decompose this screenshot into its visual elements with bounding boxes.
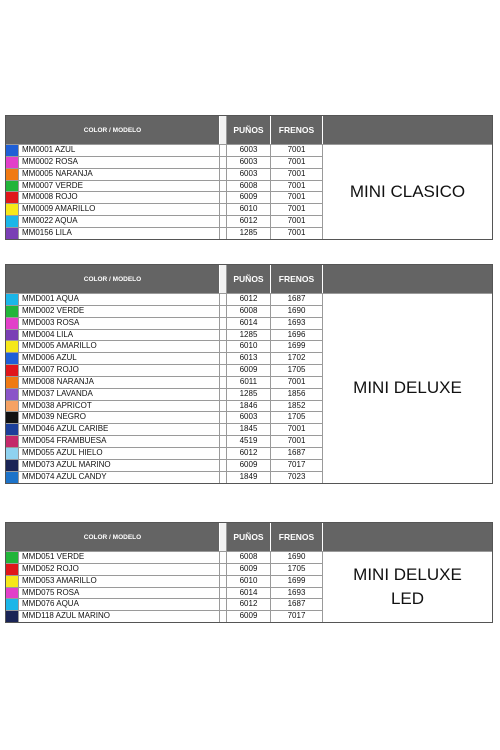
table-row [6,180,323,192]
table-row [6,293,323,305]
row-gap [220,588,227,599]
punos-code: 1285 [227,330,271,341]
punos-code: 6003 [227,145,271,156]
color-swatch [6,318,19,329]
table-row [6,191,323,203]
header-gap [220,523,227,551]
table-rows [6,293,323,483]
table-row [6,411,323,423]
frenos-code: 1705 [271,412,323,423]
row-gap [220,389,227,400]
table-rows [6,144,323,239]
frenos-code: 1687 [271,599,323,610]
punos-code: 6009 [227,460,271,471]
frenos-code: 1702 [271,353,323,364]
model-name: MM0002 ROSA [19,157,220,168]
frenos-code: 7001 [271,377,323,388]
punos-code: 6008 [227,552,271,563]
frenos-code: 7001 [271,424,323,435]
model-name: MM0008 ROJO [19,192,220,203]
table-row [6,156,323,168]
punos-code: 1846 [227,401,271,412]
model-name: MMD037 LAVANDA [19,389,220,400]
frenos-code: 1699 [271,341,323,352]
table-row [6,305,323,317]
frenos-code: 1705 [271,564,323,575]
header-gap [220,116,227,144]
header-frenos: FRENOS [271,116,323,144]
model-name: MMD005 AMARILLO [19,341,220,352]
model-name: MMD038 APRICOT [19,401,220,412]
model-name: MMD039 NEGRO [19,412,220,423]
table-row [6,423,323,435]
punos-code: 6008 [227,306,271,317]
punos-code: 6012 [227,216,271,227]
punos-code: 1285 [227,389,271,400]
color-swatch [6,353,19,364]
punos-code: 1849 [227,472,271,483]
frenos-code: 1693 [271,588,323,599]
row-gap [220,365,227,376]
frenos-code: 7023 [271,472,323,483]
color-swatch [6,401,19,412]
color-swatch [6,588,19,599]
model-name: MMD075 ROSA [19,588,220,599]
table-mini-deluxe-led [5,522,493,623]
frenos-code: 7017 [271,460,323,471]
table-row [6,317,323,329]
frenos-code: 1696 [271,330,323,341]
table-row [6,551,323,563]
row-gap [220,228,227,239]
color-swatch [6,389,19,400]
row-gap [220,599,227,610]
table-row [6,400,323,412]
punos-code: 4519 [227,436,271,447]
row-gap [220,306,227,317]
row-gap [220,472,227,483]
row-gap [220,330,227,341]
model-name: MMD053 AMARILLO [19,576,220,587]
row-gap [220,448,227,459]
color-swatch [6,169,19,180]
table-row [6,435,323,447]
punos-code: 6003 [227,169,271,180]
header-blank [323,523,492,551]
punos-code: 6014 [227,318,271,329]
table-row [6,471,323,483]
color-swatch [6,294,19,305]
model-name: MM0009 AMARILLO [19,204,220,215]
table-row [6,364,323,376]
row-gap [220,552,227,563]
row-gap [220,169,227,180]
row-gap [220,181,227,192]
model-name: MMD073 AZUL MARINO [19,460,220,471]
row-gap [220,436,227,447]
frenos-code: 7001 [271,169,323,180]
color-swatch [6,472,19,483]
punos-code: 6009 [227,611,271,622]
color-swatch [6,204,19,215]
header-color-modelo: COLOR / MODELO [6,523,220,551]
table-row [6,598,323,610]
table-row [6,329,323,341]
frenos-code: 7001 [271,216,323,227]
color-swatch [6,576,19,587]
table-header [6,265,492,293]
color-swatch [6,341,19,352]
product-line-label: MINI DELUXE [323,293,492,483]
color-swatch [6,599,19,610]
punos-code: 6009 [227,365,271,376]
color-swatch [6,611,19,622]
header-blank [323,116,492,144]
color-swatch [6,181,19,192]
frenos-code: 7001 [271,145,323,156]
model-name: MMD006 AZUL [19,353,220,364]
color-swatch [6,157,19,168]
model-name: MM0007 VERDE [19,181,220,192]
color-swatch [6,552,19,563]
model-name: MMD074 AZUL CANDY [19,472,220,483]
row-gap [220,204,227,215]
punos-code: 6012 [227,448,271,459]
punos-code: 6014 [227,588,271,599]
punos-code: 1285 [227,228,271,239]
table-row [6,610,323,622]
color-swatch [6,306,19,317]
punos-code: 6010 [227,341,271,352]
model-name: MM0156 LILA [19,228,220,239]
table-row [6,340,323,352]
row-gap [220,611,227,622]
punos-code: 6011 [227,377,271,388]
table-body [6,551,492,622]
table-mini-clasico [5,115,493,240]
color-swatch [6,377,19,388]
header-blank [323,265,492,293]
table-row [6,388,323,400]
row-gap [220,192,227,203]
table-row [6,215,323,227]
punos-code: 6013 [227,353,271,364]
model-name: MMD003 ROSA [19,318,220,329]
model-name: MM0001 AZUL [19,145,220,156]
model-name: MMD052 ROJO [19,564,220,575]
color-swatch [6,460,19,471]
table-row [6,575,323,587]
table-row [6,168,323,180]
table-mini-deluxe [5,264,493,484]
model-name: MMD046 AZUL CARIBE [19,424,220,435]
model-name: MMD004 LILA [19,330,220,341]
color-swatch [6,436,19,447]
punos-code: 6003 [227,157,271,168]
frenos-code: 1856 [271,389,323,400]
table-rows [6,551,323,622]
header-frenos: FRENOS [271,265,323,293]
punos-code: 6009 [227,192,271,203]
color-swatch [6,424,19,435]
color-swatch [6,412,19,423]
header-punos: PUÑOS [227,523,271,551]
model-name: MMD007 ROJO [19,365,220,376]
model-name: MMD076 AQUA [19,599,220,610]
table-row [6,352,323,364]
row-gap [220,318,227,329]
frenos-code: 7017 [271,611,323,622]
row-gap [220,294,227,305]
row-gap [220,353,227,364]
frenos-code: 1687 [271,294,323,305]
color-swatch [6,145,19,156]
punos-code: 6010 [227,204,271,215]
header-color-modelo: COLOR / MODELO [6,265,220,293]
table-row [6,203,323,215]
header-color-modelo: COLOR / MODELO [6,116,220,144]
table-row [6,459,323,471]
table-body [6,293,492,483]
model-name: MMD002 VERDE [19,306,220,317]
model-name: MMD001 AQUA [19,294,220,305]
table-row [6,144,323,156]
product-line-label: MINI DELUXE LED [323,551,492,622]
punos-code: 6009 [227,564,271,575]
punos-code: 6010 [227,576,271,587]
table-header [6,116,492,144]
header-punos: PUÑOS [227,265,271,293]
color-swatch [6,228,19,239]
row-gap [220,564,227,575]
model-name: MMD054 FRAMBUESA [19,436,220,447]
row-gap [220,576,227,587]
model-name: MMD118 AZUL MARINO [19,611,220,622]
frenos-code: 1699 [271,576,323,587]
color-swatch [6,192,19,203]
header-punos: PUÑOS [227,116,271,144]
header-frenos: FRENOS [271,523,323,551]
model-name: MMD008 NARANJA [19,377,220,388]
row-gap [220,341,227,352]
table-row [6,563,323,575]
frenos-code: 7001 [271,436,323,447]
punos-code: 6012 [227,599,271,610]
row-gap [220,145,227,156]
row-gap [220,377,227,388]
row-gap [220,460,227,471]
frenos-code: 1690 [271,306,323,317]
model-name: MM0005 NARANJA [19,169,220,180]
punos-code: 1845 [227,424,271,435]
punos-code: 6008 [227,181,271,192]
model-name: MM0022 AQUA [19,216,220,227]
frenos-code: 7001 [271,157,323,168]
header-gap [220,265,227,293]
model-name: MMD055 AZUL HIELO [19,448,220,459]
table-row [6,447,323,459]
color-swatch [6,448,19,459]
table-header [6,523,492,551]
frenos-code: 1687 [271,448,323,459]
row-gap [220,157,227,168]
color-swatch [6,216,19,227]
row-gap [220,216,227,227]
frenos-code: 1852 [271,401,323,412]
table-row [6,227,323,239]
punos-code: 6003 [227,412,271,423]
table-body [6,144,492,239]
frenos-code: 7001 [271,181,323,192]
frenos-code: 7001 [271,192,323,203]
color-swatch [6,365,19,376]
row-gap [220,401,227,412]
frenos-code: 1705 [271,365,323,376]
table-row [6,587,323,599]
frenos-code: 7001 [271,228,323,239]
row-gap [220,424,227,435]
color-swatch [6,330,19,341]
table-row [6,376,323,388]
frenos-code: 7001 [271,204,323,215]
frenos-code: 1690 [271,552,323,563]
color-swatch [6,564,19,575]
frenos-code: 1693 [271,318,323,329]
product-line-label: MINI CLASICO [323,144,492,239]
row-gap [220,412,227,423]
model-name: MMD051 VERDE [19,552,220,563]
punos-code: 6012 [227,294,271,305]
